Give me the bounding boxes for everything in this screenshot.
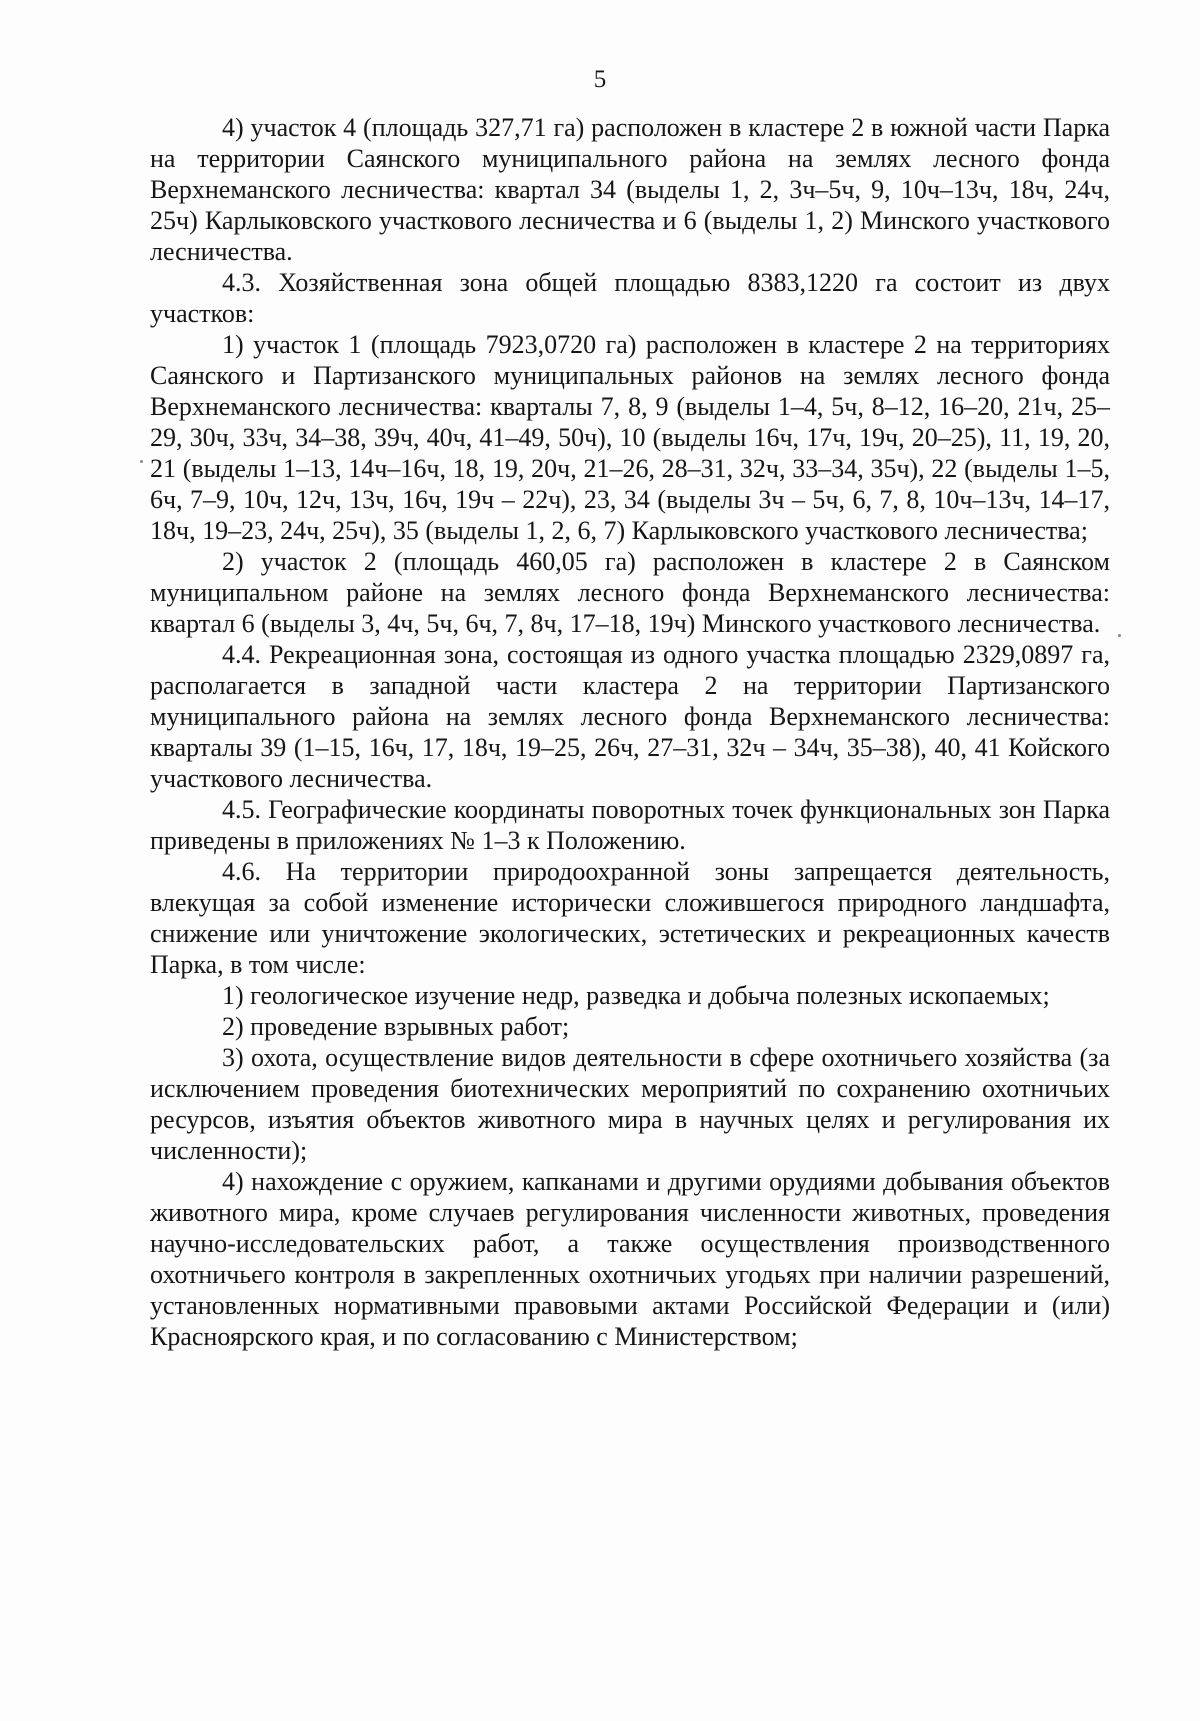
paragraph-4-5-coordinates: 4.5. Географические координаты поворотных точек функциональных зон Парка приведены в приложениях № 1–3 к Положению. (150, 795, 1110, 855)
list-item-prohibition-2: 2) проведение взрывных работ; (222, 1012, 570, 1041)
document-body (150, 112, 1110, 1352)
scan-artifact (140, 460, 143, 463)
page-number: 5 (593, 66, 607, 93)
paragraph-plot-4: 4) участок 4 (площадь 327,71 га) расположен в кластере 2 в южной части Парка на территории Саянского муниципального района на землях лесного фонда Верхнеманского лесничества: квартал 34 (выделы 1, 2, 3ч–5ч, 9, 10ч–13ч, 18ч, 24ч, 25ч) Карлыковского участкового лесничества и 6 (выделы 1, 2) Минского участкового лесничества. (150, 113, 1110, 266)
scan-artifact (1118, 634, 1121, 637)
paragraph-economic-plot-1: 1) участок 1 (площадь 7923,0720 га) расположен в кластере 2 на территориях Саянского и Партизанского муниципальных районов на землях лесного фонда Верхнеманского лесничества: кварталы 7, 8, 9 (выделы 1–4, 5ч, 8–12, 16–20, 21ч, 25–29, 30ч, 33ч, 34–38, 39ч, 40ч, 41–49, 50ч), 10 (выделы 16ч, 17ч, 19ч, 20–25), 11, 19, 20, 21 (выделы 1–13, 14ч–16ч, 18, 19, 20ч, 21–26, 28–31, 32ч, 33–34, 35ч), 22 (выделы 1–5, 6ч, 7–9, 10ч, 12ч, 13ч, 16ч, 19ч – 22ч), 23, 34 (выделы 3ч – 5ч, 6, 7, 8, 10ч–13ч, 14–17, 18ч, 19–23, 24ч, 25ч), 35 (выделы 1, 2, 6, 7) Карлыковского участкового лесничества; (150, 330, 1110, 545)
list-item-prohibition-1: 1) геологическое изучение недр, разведка и добыча полезных ископаемых; (222, 981, 1050, 1010)
paragraph-4-4-recreation-zone: 4.4. Рекреационная зона, состоящая из одного участка площадью 2329,0897 га, располагается в западной части кластера 2 на территории Партизанского муниципального района на землях лесного фонда Верхнеманского лесничества: кварталы 39 (1–15, 16ч, 17, 18ч, 19–25, 26ч, 27–31, 32ч – 34ч, 35–38), 40, 41 Койского участкового лесничества. (150, 640, 1110, 793)
list-item-prohibition-4: 4) нахождение с оружием, капканами и другими орудиями добывания объектов животного мира, кроме случаев регулирования численности животных, проведения научно-исследовательских работ, а также осуществления производственного охотничьего контроля в закрепленных охотничьих угодьях при наличии разрешений, установленных нормативными правовыми актами Российской Федерации и (или) Красноярского края, и по согласованию с Министерством; (150, 1167, 1110, 1351)
list-item-prohibition-3: 3) охота, осуществление видов деятельности в сфере охотничьего хозяйства (за исключением проведения биотехнических мероприятий по сохранению охотничьих ресурсов, изъятия объектов животного мира в научных целях и регулирования их численности); (150, 1043, 1110, 1165)
paragraph-economic-plot-2: 2) участок 2 (площадь 460,05 га) расположен в кластере 2 в Саянском муниципальном районе на землях лесного фонда Верхнеманского лесничества: квартал 6 (выделы 3, 4ч, 5ч, 6ч, 7, 8ч, 17–18, 19ч) Минского участкового лесничества. (150, 547, 1110, 638)
paragraph-4-6-prohibitions: 4.6. На территории природоохранной зоны запрещается деятельность, влекущая за собой изменение исторически сложившегося природного ландшафта, снижение или уничтожение экологических, эстетических и рекреационных качеств Парка, в том числе: (150, 857, 1110, 979)
paragraph-4-3-economic-zone: 4.3. Хозяйственная зона общей площадью 8383,1220 га состоит из двух участков: (150, 268, 1110, 328)
